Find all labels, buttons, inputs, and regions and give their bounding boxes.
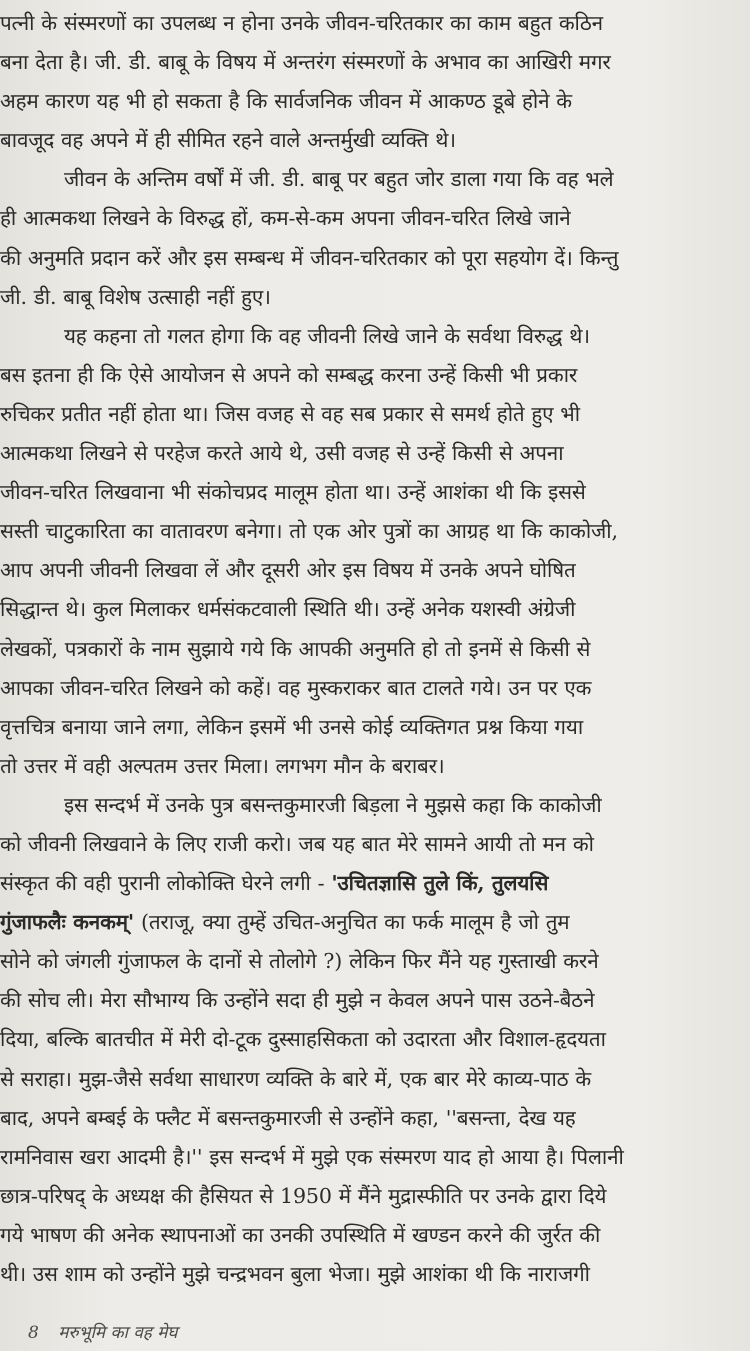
text-line: रामनिवास खरा आदमी है।'' इस सन्दर्भ में मुझे एक संस्मरण याद हो आया है। पिलानी <box>0 1144 624 1169</box>
text-line: सिद्धान्त थे। कुल मिलाकर धर्मसंकटवाली स्थिति थी। उन्हें अनेक यशस्वी अंग्रेजी <box>0 597 576 622</box>
text-line: बना देता है। जी. डी. बाबू के विषय में अन्तरंग संस्मरणों के अभाव का आखिरी मगर <box>0 50 611 75</box>
text-line: इस सन्दर्भ में उनके पुत्र बसन्तकुमारजी बिड़ला ने मुझसे कहा कि काकोजी <box>64 792 602 817</box>
text-line: आप अपनी जीवनी लिखवा लें और दूसरी ओर इस विषय में उनके अपने घोषित <box>0 558 576 583</box>
text-line <box>0 903 750 942</box>
text-line: वृत्तचित्र बनाया जाने लगा, लेकिन इसमें भी उनसे कोई व्यक्तिगत प्रश्न किया गया <box>0 714 583 739</box>
text-line: की अनुमति प्रदान करें और इस सम्बन्ध में जीवन-चरितकार को पूरा सहयोग दें। किन्तु <box>0 245 619 270</box>
text-line: पत्नी के संस्मरणों का उपलब्ध न होना उनके जीवन-चरितकार का काम बहुत कठिन <box>0 11 603 35</box>
text-line: जी. डी. बाबू विशेष उत्साही नहीं हुए। <box>0 284 271 309</box>
text-line: तो उत्तर में वही अल्पतम उत्तर मिला। लगभग मौन के बराबर। <box>0 753 445 778</box>
page-footer <box>28 1320 177 1343</box>
text-line: थी। उस शाम को उन्होंने मुझे चन्द्रभवन बुला भेजा। मुझे आशंका थी कि नाराजगी <box>0 1262 590 1286</box>
text-line: यह कहना तो गलत होगा कि वह जीवनी लिखे जाने के सर्वथा विरुद्ध थे। <box>64 323 590 348</box>
text-line: लेखकों, पत्रकारों के नाम सुझाये गये कि आपकी अनुमति हो तो इनमें से किसी से <box>0 636 591 661</box>
text-line: से सराहा। मुझ-जैसे सर्वथा साधारण व्यक्ति के बारे में, एक बार मेरे काव्य-पाठ के <box>0 1066 592 1091</box>
sanskrit-quote: 'उचितज्ञासि तुले किं, तुलयसि <box>331 871 549 896</box>
page-body-text <box>0 4 750 1294</box>
text-line: की सोच ली। मेरा सौभाग्य कि उन्होंने सदा ही मुझे न केवल अपने पास उठने-बैठने <box>0 988 595 1013</box>
text-line: ही आत्मकथा लिखने के विरुद्ध हों, कम-से-कम अपना जीवन-चरित लिखे जाने <box>0 206 571 231</box>
text-line: को जीवनी लिखवाने के लिए राजी करो। जब यह बात मेरे सामने आयी तो मन को <box>0 831 594 856</box>
text-line: अहम कारण यह भी हो सकता है कि सार्वजनिक जीवन में आकण्ठ डूबे होने के <box>0 89 572 114</box>
sanskrit-quote: गुंजाफलैः कनकम्' <box>0 910 135 935</box>
text-line: सस्ती चाटुकारिता का वातावरण बनेगा। तो एक ओर पुत्रों का आग्रह था कि काकोजी, <box>0 519 618 544</box>
text-run: (तराजू, क्या तुम्हें उचित-अनुचित का फर्क मालूम है जो तुम <box>134 910 570 935</box>
page-number: 8 <box>28 1323 39 1343</box>
running-title: मरुभूमि का वह मेघ <box>58 1323 178 1343</box>
text-line: जीवन के अन्तिम वर्षों में जी. डी. बाबू पर बहुत जोर डाला गया कि वह भले <box>64 167 614 192</box>
text-line: गये भाषण की अनेक स्थापनाओं का उनकी उपस्थिति में खण्डन करने की जुर्रत की <box>0 1222 601 1247</box>
text-run: संस्कृत की वही पुरानी लोकोक्ति घेरने लगी - <box>0 871 332 896</box>
text-line: सोने को जंगली गुंजाफल के दानों से तोलोगे ?) लेकिन फिर मैंने यह गुस्ताखी करने <box>0 949 599 974</box>
text-line: बाद, अपने बम्बई के फ्लैट में बसन्तकुमारजी से उन्होंने कहा, ''बसन्ता, देख यह <box>0 1105 576 1130</box>
text-line: बस इतना ही कि ऐसे आयोजन से अपने को सम्बद्ध करना उन्हें किसी भी प्रकार <box>0 362 578 387</box>
text-line: दिया, बल्कि बातचीत में मेरी दो-टूक दुस्साहसिकता को उदारता और विशाल-हृदयता <box>0 1027 606 1052</box>
text-line: बावजूद वह अपने में ही सीमित रहने वाले अन्तर्मुखी व्यक्ति थे। <box>0 128 456 153</box>
text-line: रुचिकर प्रतीत नहीं होता था। जिस वजह से वह सब प्रकार से समर्थ होते हुए भी <box>0 401 580 426</box>
text-line: जीवन-चरित लिखवाना भी संकोचप्रद मालूम होता था। उन्हें आशंका थी कि इससे <box>0 480 586 505</box>
text-line <box>0 864 750 903</box>
text-line: आत्मकथा लिखने से परहेज करते आये थे, उसी वजह से उन्हें किसी से अपना <box>0 441 564 466</box>
text-line: छात्र-परिषद् के अध्यक्ष की हैसियत से 1950 में मैंने मुद्रास्फीति पर उनके द्वारा दिये <box>0 1183 607 1208</box>
text-line: आपका जीवन-चरित लिखने को कहें। वह मुस्कराकर बात टालते गये। उन पर एक <box>0 675 592 700</box>
